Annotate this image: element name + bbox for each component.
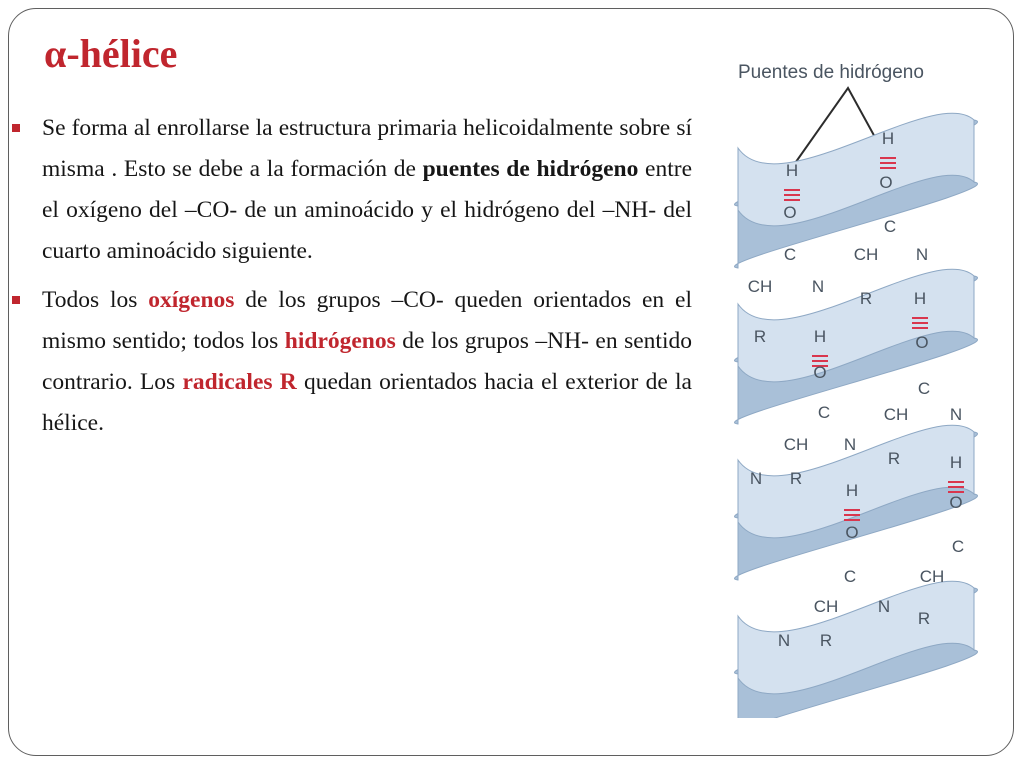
atom-n: N — [811, 277, 825, 296]
bullet-list — [42, 108, 692, 452]
bullet-2-text-1: Todos los — [42, 287, 149, 313]
atom-ch: CH — [853, 245, 879, 264]
atom-o: O — [813, 363, 827, 382]
bullet-2-bold-oxygens: oxígenos — [148, 287, 235, 313]
atom-h: H — [881, 129, 895, 148]
atom-h: H — [913, 289, 927, 308]
atom-r: R — [917, 609, 931, 628]
atom-c: C — [843, 567, 857, 586]
alpha-helix-diagram — [724, 52, 1000, 718]
atom-c: C — [817, 403, 831, 422]
atom-r: R — [859, 289, 873, 308]
bullet-2-bold-hydrogens: hidrógenos — [284, 328, 396, 354]
bullet-1-text-2: entre el oxígeno del –CO- de un aminoácido y el hidrógeno del –NH- del cuarto aminoácido siguiente. — [42, 156, 692, 264]
hydrogen-bonds-label: Puentes de hidrógeno — [738, 62, 924, 83]
atom-o: O — [783, 203, 797, 222]
atom-n: N — [843, 435, 857, 454]
atom-o: O — [915, 333, 929, 352]
bullet-1-bold-hydrogen-bonds: puentes de hidrógeno — [422, 156, 639, 182]
atom-h: H — [845, 481, 859, 500]
atom-n: N — [949, 405, 963, 424]
atom-n: N — [777, 631, 791, 650]
atom-r: R — [789, 469, 803, 488]
atom-ch: CH — [813, 597, 839, 616]
bullet-1 — [42, 108, 692, 272]
atom-o: O — [879, 173, 893, 192]
alpha-helix-figure — [724, 52, 1000, 718]
atom-ch: CH — [747, 277, 773, 296]
atom-r: R — [887, 449, 901, 468]
atom-n: N — [749, 469, 763, 488]
atom-c: C — [917, 379, 931, 398]
bullet-2 — [42, 280, 692, 444]
atom-r: R — [819, 631, 833, 650]
bullet-2-text-4: quedan orientados hacia el exterior de la hélice. — [42, 369, 692, 436]
atom-h: H — [813, 327, 827, 346]
slide-title: α-hélice — [44, 31, 178, 76]
atom-ch: CH — [783, 435, 809, 454]
atom-h: H — [949, 453, 963, 472]
bullet-2-text-3: de los grupos –NH- en sentido contrario. Los — [42, 328, 692, 395]
atom-c: C — [783, 245, 797, 264]
atom-o: O — [949, 493, 963, 512]
atom-r: R — [753, 327, 767, 346]
atom-n: N — [877, 597, 891, 616]
atom-c: C — [883, 217, 897, 236]
atom-o: O — [845, 523, 859, 542]
bullet-2-text-2: de los grupos –CO- queden orientados en el mismo sentido; todos los — [42, 287, 692, 354]
atom-ch: CH — [883, 405, 909, 424]
atom-c: C — [951, 537, 965, 556]
atom-n: N — [915, 245, 929, 264]
bullet-2-bold-radicals: radicales R — [182, 369, 297, 395]
bullet-1-text-1: Se forma al enrollarse la estructura primaria helicoidalmente sobre sí misma . Esto se debe a la formación de — [42, 115, 692, 182]
atom-h: H — [785, 161, 799, 180]
atom-ch: CH — [919, 567, 945, 586]
